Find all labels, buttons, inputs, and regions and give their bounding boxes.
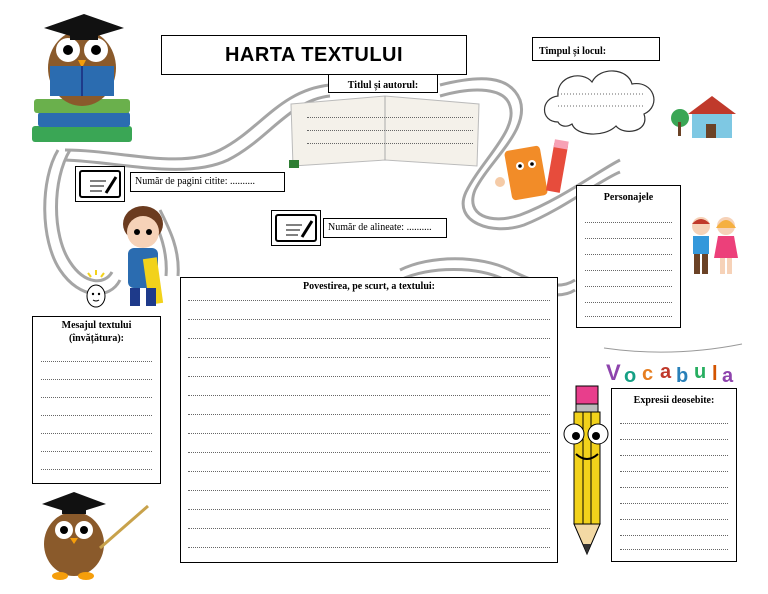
time-place-label: Timpul și locul:	[539, 46, 607, 57]
paragraphs-field[interactable]	[323, 218, 447, 238]
expressions-box[interactable]	[611, 388, 737, 562]
pencil-character-illustration	[560, 384, 614, 564]
title-author-label-box	[328, 74, 438, 93]
title-author-label: Titlul și autorul:	[347, 80, 419, 91]
svg-text:a: a	[722, 365, 734, 387]
svg-text:u: u	[694, 361, 707, 383]
owl-reading-illustration	[24, 6, 144, 148]
book-pencil-characters-illustration	[494, 138, 580, 208]
expressions-heading: Expresii deosebite:	[633, 395, 715, 406]
svg-text:a: a	[660, 361, 672, 383]
message-box[interactable]	[32, 316, 161, 484]
svg-text:o: o	[624, 365, 637, 387]
open-book-icon	[287, 92, 483, 170]
pages-read-label: Număr de pagini citite: ..........	[135, 176, 255, 187]
characters-box[interactable]	[576, 185, 681, 328]
cloud-field[interactable]	[538, 62, 664, 138]
lightbulb-idea-icon	[84, 270, 108, 314]
page-title-text: HARTA TEXTULUI	[224, 43, 404, 66]
owl-teacher-illustration	[30, 486, 156, 582]
svg-text:b: b	[676, 365, 689, 387]
characters-heading: Personajele	[603, 192, 654, 203]
svg-text:c: c	[642, 363, 654, 385]
paragraphs-icon	[271, 210, 321, 246]
open-book-field[interactable]	[287, 92, 483, 170]
pages-read-icon	[75, 166, 125, 202]
page-title	[161, 35, 467, 75]
story-box[interactable]	[180, 277, 558, 563]
svg-text:l: l	[712, 363, 718, 385]
message-heading-line2: (învățătura):	[69, 333, 124, 344]
house-icon	[670, 92, 740, 142]
story-heading: Povestirea, pe scurt, a textului:	[302, 281, 435, 292]
pages-read-field[interactable]	[130, 172, 285, 192]
children-illustration	[684, 212, 744, 278]
svg-text:V: V	[606, 360, 621, 385]
vocabulary-clothesline-illustration	[602, 338, 744, 388]
paragraphs-label: Număr de alineate: ..........	[328, 222, 432, 233]
message-heading-line1: Mesajul textului	[61, 320, 132, 331]
time-place-label-box	[532, 37, 660, 61]
boy-reading-illustration	[112, 202, 174, 310]
